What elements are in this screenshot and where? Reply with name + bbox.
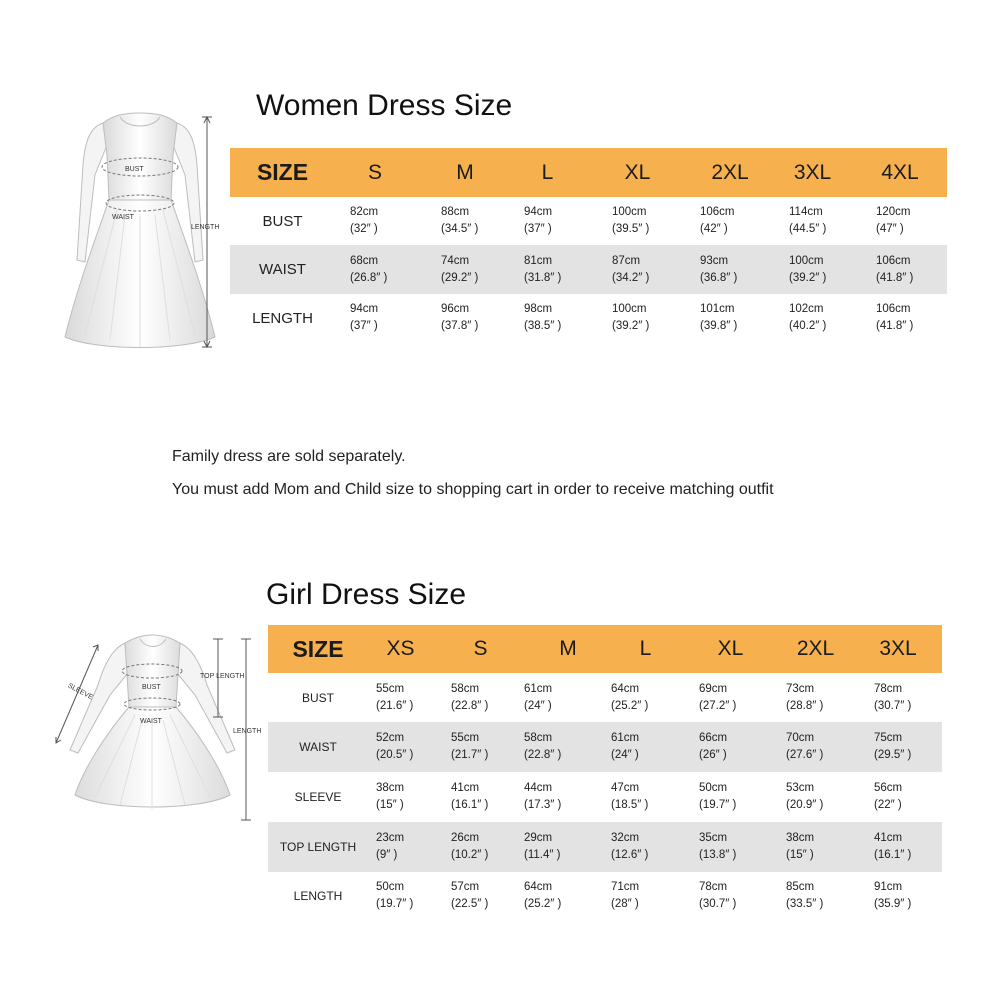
girl-row-top-length xyxy=(268,822,942,872)
value-cm: 71cm xyxy=(611,881,640,893)
value-inch: (24″ ) xyxy=(611,749,639,761)
value-cm: 38cm xyxy=(786,832,815,844)
women-size-m: M xyxy=(456,160,474,184)
value-cm: 106cm xyxy=(876,303,911,315)
value-inch: (15″ ) xyxy=(376,799,404,811)
girl-row-bust xyxy=(268,673,942,722)
value-inch: (39.8″ ) xyxy=(700,320,738,332)
value-cm: 66cm xyxy=(699,732,728,744)
value-inch: (25.2″ ) xyxy=(611,699,649,712)
value-inch: (25.2″ ) xyxy=(524,898,562,910)
girl-row-label: WAIST xyxy=(299,740,337,754)
girl-bust-label: BUST xyxy=(142,684,161,691)
value-cm: 52cm xyxy=(376,732,405,744)
value-inch: (19.7″ ) xyxy=(699,799,737,811)
women-value-cell xyxy=(789,294,826,342)
girl-value-cell xyxy=(451,872,488,920)
value-cm: 50cm xyxy=(376,881,405,893)
women-row-label: BUST xyxy=(262,212,303,230)
value-inch: (33.5″ ) xyxy=(786,898,824,910)
value-inch: (12.6″ ) xyxy=(611,849,649,861)
girl-row-length xyxy=(268,872,942,920)
value-cm: 41cm xyxy=(451,782,480,794)
value-inch: (36.8″ ) xyxy=(700,271,738,284)
women-value-cell xyxy=(524,294,561,342)
girl-row-label: LENGTH xyxy=(293,889,343,903)
women-size-header: SIZE xyxy=(256,159,309,185)
women-value-cell xyxy=(612,294,649,342)
women-value-cell xyxy=(789,197,826,245)
women-size-s: S xyxy=(367,160,382,184)
girl-size-m: M xyxy=(559,637,577,660)
value-cm: 57cm xyxy=(451,881,480,893)
value-inch: (34.2″ ) xyxy=(612,271,650,284)
value-cm: 100cm xyxy=(612,303,647,315)
value-inch: (27.6″ ) xyxy=(786,749,824,761)
women-size-3xl: 3XL xyxy=(793,160,832,184)
value-cm: 41cm xyxy=(874,832,903,844)
value-cm: 58cm xyxy=(451,682,480,695)
women-value-cell xyxy=(441,294,478,342)
girl-value-cell xyxy=(874,722,911,772)
girl-value-cell xyxy=(611,772,648,822)
value-cm: 102cm xyxy=(789,303,824,315)
girl-value-cell xyxy=(699,822,736,872)
women-size-2xl: 2XL xyxy=(711,160,749,184)
value-cm: 68cm xyxy=(350,254,379,267)
women-size-l: L xyxy=(541,160,554,184)
girl-size-xl: XL xyxy=(717,637,744,660)
value-cm: 47cm xyxy=(611,782,640,794)
women-value-cell xyxy=(350,294,378,342)
value-inch: (10.2″ ) xyxy=(451,849,489,861)
women-size-xl: XL xyxy=(624,160,651,184)
value-inch: (15″ ) xyxy=(786,849,814,861)
value-inch: (16.1″ ) xyxy=(874,849,912,861)
women-row-label: WAIST xyxy=(259,261,306,278)
value-inch: (11.4″ ) xyxy=(524,849,561,861)
girl-value-cell xyxy=(611,872,639,920)
value-cm: 88cm xyxy=(441,206,470,218)
girl-value-cell xyxy=(874,872,911,920)
value-cm: 106cm xyxy=(876,254,911,267)
value-inch: (21.6″ ) xyxy=(376,699,414,712)
girl-value-cell xyxy=(451,722,488,772)
women-value-cell xyxy=(876,245,913,294)
value-cm: 94cm xyxy=(350,303,379,315)
value-cm: 73cm xyxy=(786,682,815,695)
value-cm: 58cm xyxy=(524,732,553,744)
value-inch: (39.5″ ) xyxy=(612,223,650,235)
value-cm: 35cm xyxy=(699,832,728,844)
value-inch: (34.5″ ) xyxy=(441,223,479,235)
girl-size-xs: XS xyxy=(386,637,415,660)
value-inch: (20.9″ ) xyxy=(786,799,824,811)
women-row-label: LENGTH xyxy=(252,309,313,327)
value-inch: (13.8″ ) xyxy=(699,849,737,861)
value-inch: (37″ ) xyxy=(350,320,378,332)
women-value-cell xyxy=(524,197,552,245)
girl-sleeve-label: SLEEVE xyxy=(66,682,94,702)
value-cm: 61cm xyxy=(611,732,640,744)
value-inch: (29.2″ ) xyxy=(441,271,479,284)
girl-value-cell xyxy=(376,722,413,772)
value-cm: 70cm xyxy=(786,732,815,744)
value-cm: 94cm xyxy=(524,206,553,218)
girl-value-cell xyxy=(786,722,823,772)
value-cm: 38cm xyxy=(376,782,405,794)
matching-outfit-note: You must add Mom and Child size to shopping cart in order to receive matching outfit xyxy=(172,481,774,498)
value-cm: 96cm xyxy=(441,303,470,315)
value-inch: (41.8″ ) xyxy=(876,320,914,332)
girl-value-cell xyxy=(524,673,552,722)
value-cm: 78cm xyxy=(874,682,903,695)
value-inch: (28.8″ ) xyxy=(786,699,824,712)
girl-value-cell xyxy=(524,872,561,920)
girl-size-2xl: 2XL xyxy=(796,637,835,660)
value-cm: 23cm xyxy=(376,832,405,844)
girl-value-cell xyxy=(699,772,736,822)
value-cm: 74cm xyxy=(441,254,470,267)
value-cm: 101cm xyxy=(700,303,735,315)
value-cm: 100cm xyxy=(789,254,824,267)
girl-row-waist xyxy=(268,722,942,772)
women-value-cell xyxy=(524,245,561,294)
girl-row-sleeve xyxy=(268,772,942,822)
value-inch: (40.2″ ) xyxy=(789,320,827,332)
value-inch: (38.5″ ) xyxy=(524,320,562,332)
girl-value-cell xyxy=(451,673,488,722)
girl-dress-figure xyxy=(50,625,270,825)
value-inch: (30.7″ ) xyxy=(699,898,737,910)
value-inch: (35.9″ ) xyxy=(874,898,912,910)
value-inch: (37″ ) xyxy=(524,223,552,235)
value-cm: 61cm xyxy=(524,682,553,695)
value-cm: 81cm xyxy=(524,254,553,267)
girl-value-cell xyxy=(524,772,561,822)
value-inch: (39.2″ ) xyxy=(789,271,827,284)
women-size-title: Women Dress Size xyxy=(256,89,513,122)
girl-value-cell xyxy=(611,673,648,722)
value-inch: (22″ ) xyxy=(874,799,902,811)
girl-value-cell xyxy=(524,722,561,772)
women-size-4xl: 4XL xyxy=(881,160,919,184)
women-value-cell xyxy=(700,245,737,294)
women-value-cell xyxy=(441,245,478,294)
girl-value-cell xyxy=(376,772,404,822)
girl-value-cell xyxy=(874,673,911,722)
value-inch: (47″ ) xyxy=(876,223,904,235)
girl-size-table xyxy=(268,625,942,920)
value-inch: (22.8″ ) xyxy=(524,749,562,761)
women-length-label: LENGTH xyxy=(191,224,220,231)
women-size-table xyxy=(230,148,947,348)
women-value-cell xyxy=(612,245,649,294)
value-inch: (37.8″ ) xyxy=(441,320,479,332)
women-row-waist xyxy=(230,245,947,294)
value-inch: (39.2″ ) xyxy=(612,320,650,332)
women-dress-figure xyxy=(55,105,225,360)
value-inch: (22.5″ ) xyxy=(451,898,489,910)
women-bust-label: BUST xyxy=(125,166,144,173)
girl-value-cell xyxy=(376,673,413,722)
value-cm: 32cm xyxy=(611,832,640,844)
girl-row-label: SLEEVE xyxy=(294,790,342,804)
value-inch: (16.1″ ) xyxy=(451,799,489,811)
value-cm: 87cm xyxy=(612,254,641,267)
value-inch: (27.2″ ) xyxy=(699,699,737,712)
value-inch: (30.7″ ) xyxy=(874,699,912,712)
girl-size-l: L xyxy=(639,637,652,660)
girl-value-cell xyxy=(874,822,911,872)
women-value-cell xyxy=(612,197,649,245)
value-cm: 78cm xyxy=(699,881,728,893)
girl-size-title: Girl Dress Size xyxy=(266,578,467,611)
girl-value-cell xyxy=(451,772,488,822)
girl-size-s: S xyxy=(473,637,488,660)
women-value-cell xyxy=(700,197,735,245)
girl-value-cell xyxy=(451,822,488,872)
girl-header-row xyxy=(268,625,942,673)
value-inch: (22.8″ ) xyxy=(451,699,489,712)
value-inch: (21.7″ ) xyxy=(451,749,489,761)
girl-value-cell xyxy=(699,872,736,920)
women-value-cell xyxy=(350,245,387,294)
women-value-cell xyxy=(789,245,826,294)
value-inch: (26.8″ ) xyxy=(350,271,388,284)
girl-value-cell xyxy=(699,722,727,772)
girl-value-cell xyxy=(376,822,404,872)
value-cm: 50cm xyxy=(699,782,728,794)
girl-value-cell xyxy=(786,872,823,920)
value-cm: 64cm xyxy=(611,682,640,695)
value-cm: 55cm xyxy=(451,732,480,744)
value-cm: 106cm xyxy=(700,206,735,218)
value-inch: (41.8″ ) xyxy=(876,271,914,284)
women-value-cell xyxy=(876,197,911,245)
girl-waist-label: WAIST xyxy=(140,718,162,725)
girl-length-label: LENGTH xyxy=(233,728,262,735)
girl-value-cell xyxy=(874,772,902,822)
girl-value-cell xyxy=(786,822,814,872)
family-dress-note: Family dress are sold separately. xyxy=(172,448,406,465)
women-value-cell xyxy=(441,197,478,245)
value-cm: 64cm xyxy=(524,881,553,893)
value-cm: 91cm xyxy=(874,881,903,893)
value-inch: (31.8″ ) xyxy=(524,271,562,284)
value-inch: (42″ ) xyxy=(700,223,728,235)
value-cm: 56cm xyxy=(874,782,903,794)
girl-value-cell xyxy=(611,822,648,872)
value-cm: 93cm xyxy=(700,254,729,267)
value-cm: 100cm xyxy=(612,206,647,218)
value-cm: 98cm xyxy=(524,303,553,315)
women-row-bust xyxy=(230,197,947,245)
value-inch: (24″ ) xyxy=(524,699,552,712)
value-cm: 120cm xyxy=(876,206,911,218)
value-cm: 75cm xyxy=(874,732,903,744)
value-cm: 53cm xyxy=(786,782,815,794)
value-cm: 69cm xyxy=(699,682,728,695)
girl-value-cell xyxy=(611,722,639,772)
value-inch: (29.5″ ) xyxy=(874,749,912,761)
girl-value-cell xyxy=(786,772,823,822)
girl-size-header: SIZE xyxy=(292,635,344,662)
value-inch: (9″ ) xyxy=(376,849,398,861)
girl-top-length-label: TOP LENGTH xyxy=(200,673,245,680)
girl-value-cell xyxy=(524,822,560,872)
value-cm: 114cm xyxy=(789,206,823,218)
women-waist-label: WAIST xyxy=(112,214,134,221)
girl-row-label: TOP LENGTH xyxy=(279,840,357,854)
value-cm: 55cm xyxy=(376,682,405,695)
value-cm: 44cm xyxy=(524,782,553,794)
value-inch: (18.5″ ) xyxy=(611,799,649,811)
value-inch: (44.5″ ) xyxy=(789,223,827,235)
women-value-cell xyxy=(876,294,913,342)
value-inch: (19.7″ ) xyxy=(376,898,414,910)
value-inch: (28″ ) xyxy=(611,898,639,910)
value-cm: 85cm xyxy=(786,881,815,893)
women-header-row xyxy=(230,148,947,197)
value-inch: (20.5″ ) xyxy=(376,749,414,761)
value-inch: (32″ ) xyxy=(350,223,378,235)
girl-size-3xl: 3XL xyxy=(879,637,917,660)
girl-value-cell xyxy=(376,872,413,920)
value-cm: 26cm xyxy=(451,832,480,844)
women-value-cell xyxy=(700,294,737,342)
girl-row-label: BUST xyxy=(301,690,334,705)
value-inch: (17.3″ ) xyxy=(524,799,562,811)
value-cm: 29cm xyxy=(524,832,553,844)
women-row-length xyxy=(230,294,947,342)
girl-value-cell xyxy=(786,673,823,722)
value-cm: 82cm xyxy=(350,206,379,218)
value-inch: (26″ ) xyxy=(699,749,727,761)
women-value-cell xyxy=(350,197,378,245)
girl-value-cell xyxy=(699,673,736,722)
